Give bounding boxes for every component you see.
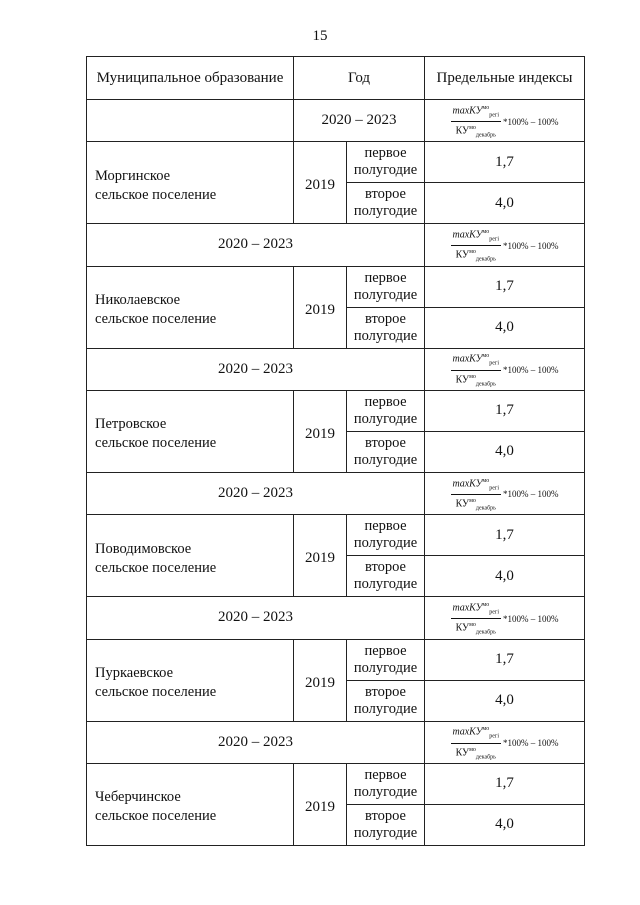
period-cell: 2020 – 2023 xyxy=(294,100,425,142)
half-year-first xyxy=(347,763,425,804)
formula-cell xyxy=(425,224,585,266)
half-label-line: полугодие xyxy=(353,286,418,303)
period-cell: 2020 – 2023 xyxy=(87,348,425,390)
formula-cell xyxy=(425,597,585,639)
period-row xyxy=(87,224,585,266)
half-year-second xyxy=(347,556,425,597)
formula: $\frac{\max КУ^{мо}_{регі}}{КУ^{мо}_{декабрь}}$ *100% – 100% xyxy=(451,599,559,639)
formula-cell xyxy=(425,721,585,763)
year-cell: 2019 xyxy=(294,515,347,597)
municipality-type-line: сельское поселение xyxy=(95,559,217,576)
period-row xyxy=(87,721,585,763)
municipality-name-line: Пуркаевское xyxy=(95,665,174,682)
index-value: 4,0 xyxy=(425,431,585,472)
half-label-line: полугодие xyxy=(353,203,418,220)
half-year-first xyxy=(347,266,425,307)
index-value: 1,7 xyxy=(425,142,585,183)
municipality-name xyxy=(87,142,294,224)
half-label-line: второе xyxy=(365,559,406,576)
index-value: 4,0 xyxy=(425,183,585,224)
formula: $\frac{\max КУ^{мо}_{регі}}{КУ^{мо}_{декабрь}}$ *100% – 100% xyxy=(451,350,559,390)
municipality-name xyxy=(87,390,294,472)
half-label-line: полугодие xyxy=(353,451,418,468)
half-year-second xyxy=(347,431,425,472)
municipality-name xyxy=(87,639,294,721)
formula: $\frac{\max КУ^{мо}_{регі}}{КУ^{мо}_{декабрь}}$ *100% – 100% xyxy=(451,723,559,763)
municipality-row xyxy=(87,763,585,804)
year-cell: 2019 xyxy=(294,639,347,721)
index-value: 4,0 xyxy=(425,307,585,348)
municipality-row xyxy=(87,639,585,680)
half-label-line: второе xyxy=(365,434,406,451)
period-cell: 2020 – 2023 xyxy=(87,224,425,266)
header-indices: Предельные индексы xyxy=(425,57,585,100)
formula: $\frac{\max КУ^{мо}_{регі}}{КУ^{мо}_{декабрь}}$ *100% – 100% xyxy=(451,226,559,266)
municipality-name-line: Чеберчинское xyxy=(95,789,181,806)
half-label-line: полугодие xyxy=(353,659,418,676)
half-year-first xyxy=(347,142,425,183)
page-number: 15 xyxy=(312,28,328,44)
half-label-line: полугодие xyxy=(353,576,418,593)
half-label-line: второе xyxy=(365,683,406,700)
header-municipality: Муниципальное образование xyxy=(87,57,294,100)
half-label-line: второе xyxy=(365,186,406,203)
header-row xyxy=(87,57,585,100)
indices-table xyxy=(86,56,585,846)
municipality-row xyxy=(87,390,585,431)
half-year-second xyxy=(347,680,425,721)
municipality-name-line: Поводимовское xyxy=(95,540,192,557)
half-year-second xyxy=(347,307,425,348)
year-cell: 2019 xyxy=(294,266,347,348)
index-value: 4,0 xyxy=(425,556,585,597)
index-value: 4,0 xyxy=(425,680,585,721)
index-value: 4,0 xyxy=(425,804,585,845)
half-year-first xyxy=(347,390,425,431)
half-label-line: первое xyxy=(364,393,407,410)
municipality-type-line: сельское поселение xyxy=(95,808,217,825)
half-label-line: первое xyxy=(364,145,407,162)
year-cell: 2019 xyxy=(294,763,347,845)
year-cell: 2019 xyxy=(294,390,347,472)
half-label-line: полугодие xyxy=(353,162,418,179)
period-row xyxy=(87,597,585,639)
half-label-line: полугодие xyxy=(353,700,418,717)
municipality-name xyxy=(87,266,294,348)
half-label-line: второе xyxy=(365,807,406,824)
municipality-type-line: сельское поселение xyxy=(95,186,217,203)
half-label-line: полугодие xyxy=(353,824,418,841)
half-label-line: первое xyxy=(364,518,407,535)
index-value: 1,7 xyxy=(425,763,585,804)
half-label-line: первое xyxy=(364,766,407,783)
municipality-name-line: Моргинское xyxy=(95,167,171,184)
formula: $\frac{\max КУ^{мо}_{регі}}{КУ^{мо}_{декабрь}}$ *100% – 100% xyxy=(451,475,559,515)
municipality-name-line: Николаевское xyxy=(95,292,181,309)
period-cell: 2020 – 2023 xyxy=(87,597,425,639)
year-cell: 2019 xyxy=(294,142,347,224)
half-year-first xyxy=(347,639,425,680)
period-cell: 2020 – 2023 xyxy=(87,721,425,763)
municipality-type-line: сельское поселение xyxy=(95,435,217,452)
formula-cell xyxy=(425,348,585,390)
index-value: 1,7 xyxy=(425,390,585,431)
half-year-first xyxy=(347,515,425,556)
half-label-line: полугодие xyxy=(353,410,418,427)
half-year-second xyxy=(347,183,425,224)
municipality-type-line: сельское поселение xyxy=(95,311,217,328)
formula-cell xyxy=(425,472,585,514)
half-label-line: первое xyxy=(364,269,407,286)
formula: $\frac{\max КУ^{мо}_{регі}}{КУ^{мо}_{декабрь}}$ *100% – 100% xyxy=(451,102,559,142)
index-value: 1,7 xyxy=(425,266,585,307)
municipality-name-line: Петровское xyxy=(95,416,167,433)
municipality-name xyxy=(87,515,294,597)
period-row xyxy=(87,348,585,390)
half-label-line: полугодие xyxy=(353,783,418,800)
half-label-line: второе xyxy=(365,310,406,327)
municipality-type-line: сельское поселение xyxy=(95,684,217,701)
municipality-name xyxy=(87,763,294,845)
index-value: 1,7 xyxy=(425,639,585,680)
top-period-row xyxy=(87,100,585,142)
half-label-line: первое xyxy=(364,642,407,659)
index-value: 1,7 xyxy=(425,515,585,556)
half-label-line: полугодие xyxy=(353,535,418,552)
municipality-row xyxy=(87,515,585,556)
half-label-line: полугодие xyxy=(353,327,418,344)
municipality-row xyxy=(87,266,585,307)
half-year-second xyxy=(347,804,425,845)
empty-municipality-cell xyxy=(87,100,294,142)
municipality-row xyxy=(87,142,585,183)
period-row xyxy=(87,472,585,514)
formula-cell xyxy=(425,100,585,142)
header-year: Год xyxy=(294,57,425,100)
period-cell: 2020 – 2023 xyxy=(87,472,425,514)
